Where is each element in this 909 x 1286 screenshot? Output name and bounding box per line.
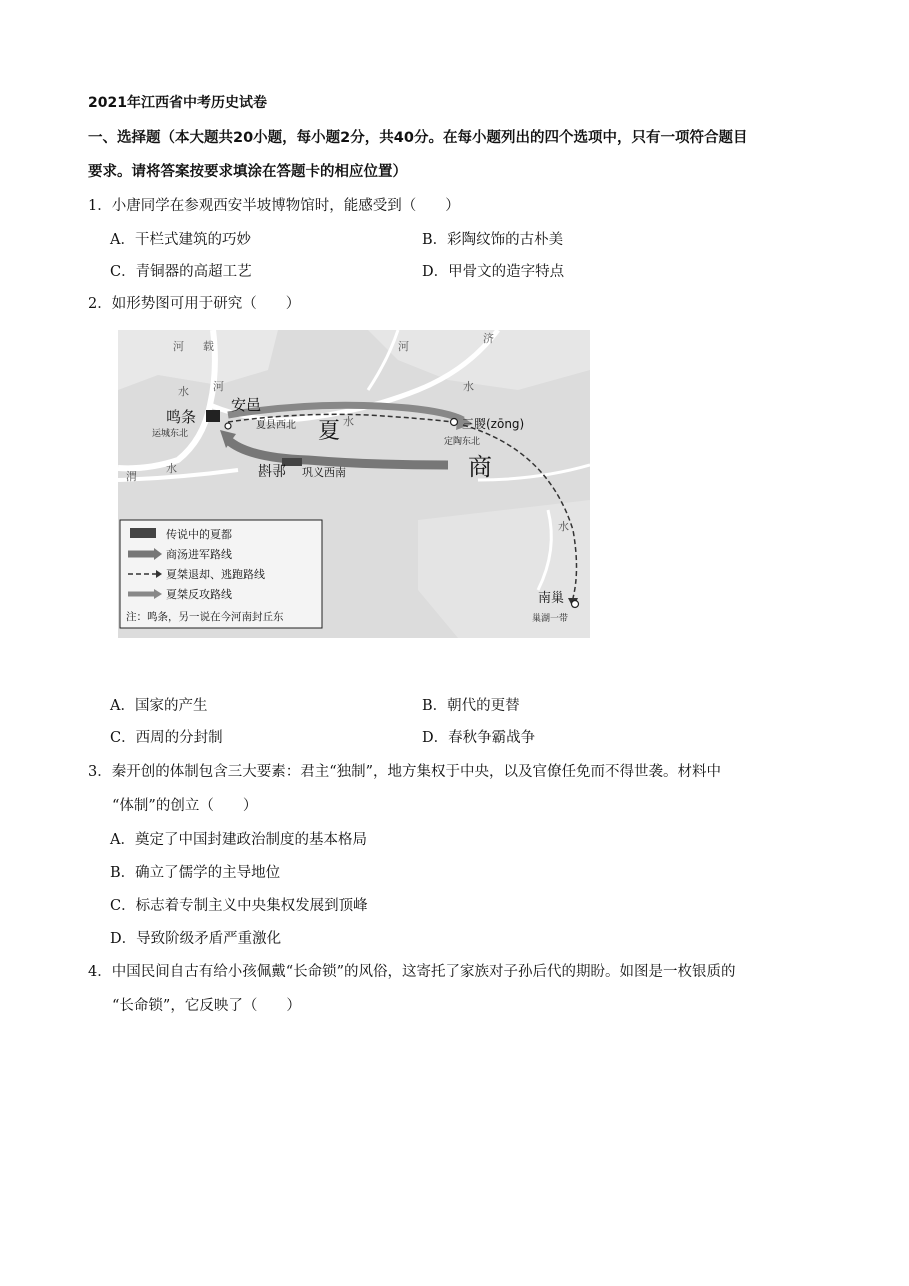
place-marker (225, 423, 231, 429)
river-label: 载 (203, 340, 214, 353)
question-3-option-a[interactable]: A．奠定了中国封建政治制度的基本格局 (110, 832, 367, 848)
question-2-option-a[interactable]: A．国家的产生 (110, 698, 208, 714)
question-1-option-d[interactable]: D．甲骨文的造字特点 (422, 264, 565, 280)
question-2-option-b[interactable]: B．朝代的更替 (422, 698, 520, 714)
place-note: 夏县西北 (256, 420, 296, 431)
river-label: 河 (213, 380, 224, 393)
question-2-option-c[interactable]: C．西周的分封制 (110, 730, 223, 746)
question-3-stem-line1: 3．秦开创的体制包含三大要素：君主“独制”，地方集权于中央，以及官僚任免而不得世袭。材料中 (88, 764, 722, 780)
dynasty-label-shang: 商 (468, 453, 492, 481)
legend-item: 传说中的夏都 (166, 528, 232, 541)
question-4-stem-line2: “长命锁”，它反映了（ ） (112, 998, 301, 1014)
xia-shang-situation-map (118, 330, 590, 638)
question-2-option-d[interactable]: D．春秋争霸战争 (422, 730, 536, 746)
place-note: 巢湖一带 (532, 614, 569, 624)
river-label: 水 (166, 462, 177, 475)
place-label: 南巢 (538, 591, 565, 606)
river-label: 水 (178, 385, 189, 398)
place-note: 定陶东北 (444, 437, 481, 447)
question-4-stem-line1: 4．中国民间自古有给小孩佩戴“长命锁”的风俗，这寄托了家族对子孙后代的期盼。如图是一枚银质的 (88, 964, 736, 980)
question-3-option-b[interactable]: B．确立了儒学的主导地位 (110, 865, 281, 881)
place-label: 斟𬩽 (258, 464, 286, 480)
xia-capital-icon (206, 410, 220, 422)
place-marker (572, 601, 579, 608)
section-heading-line2: 要求。请将答案按要求填涂在答题卡的相应位置） (88, 164, 407, 180)
question-3-option-c[interactable]: C．标志着专制主义中央集权发展到顶峰 (110, 898, 368, 914)
river-label: 水 (463, 380, 474, 393)
place-marker (451, 419, 458, 426)
place-label: 安邑 (231, 396, 262, 414)
river-label: 渭 (126, 470, 137, 483)
question-1-option-b[interactable]: B．彩陶纹饰的古朴美 (422, 232, 564, 248)
river-label: 水 (558, 520, 569, 533)
section-heading-line1: 一、选择题（本大题共20小题，每小题2分，共40分。在每小题列出的四个选项中，只有一项符合题目 (88, 130, 748, 146)
question-3-stem-line2: “体制”的创立（ ） (112, 798, 258, 814)
place-note: 运城东北 (152, 429, 189, 439)
dynasty-label-xia: 夏 (318, 419, 341, 444)
question-3-option-d[interactable]: D．导致阶级矛盾严重激化 (110, 931, 282, 947)
question-1-stem: 1．小唐同学在参观西安半坡博物馆时，能感受到（ ） (88, 198, 460, 214)
question-1-option-a[interactable]: A．干栏式建筑的巧妙 (110, 232, 251, 248)
question-2-stem: 2．如形势图可用于研究（ ） (88, 296, 301, 312)
legend-item: 夏桀反攻路线 (166, 588, 232, 601)
river-label: 水 (343, 415, 354, 428)
river-label: 济 (483, 332, 494, 345)
place-label: 三朡(zōng) (462, 417, 525, 431)
exam-title: 2021年江西省中考历史试卷 (88, 95, 267, 111)
question-1-option-c[interactable]: C．青铜器的高超工艺 (110, 264, 252, 280)
river-label: 河 (173, 340, 184, 353)
legend-item: 夏桀退却、逃跑路线 (166, 568, 265, 581)
river-label: 河 (398, 340, 409, 353)
legend-item: 商汤进军路线 (166, 548, 232, 561)
place-note: 巩义西南 (302, 466, 346, 479)
legend-note: 注：鸣条，另一说在今河南封丘东 (126, 611, 284, 623)
place-label: 鸣条 (166, 408, 197, 426)
